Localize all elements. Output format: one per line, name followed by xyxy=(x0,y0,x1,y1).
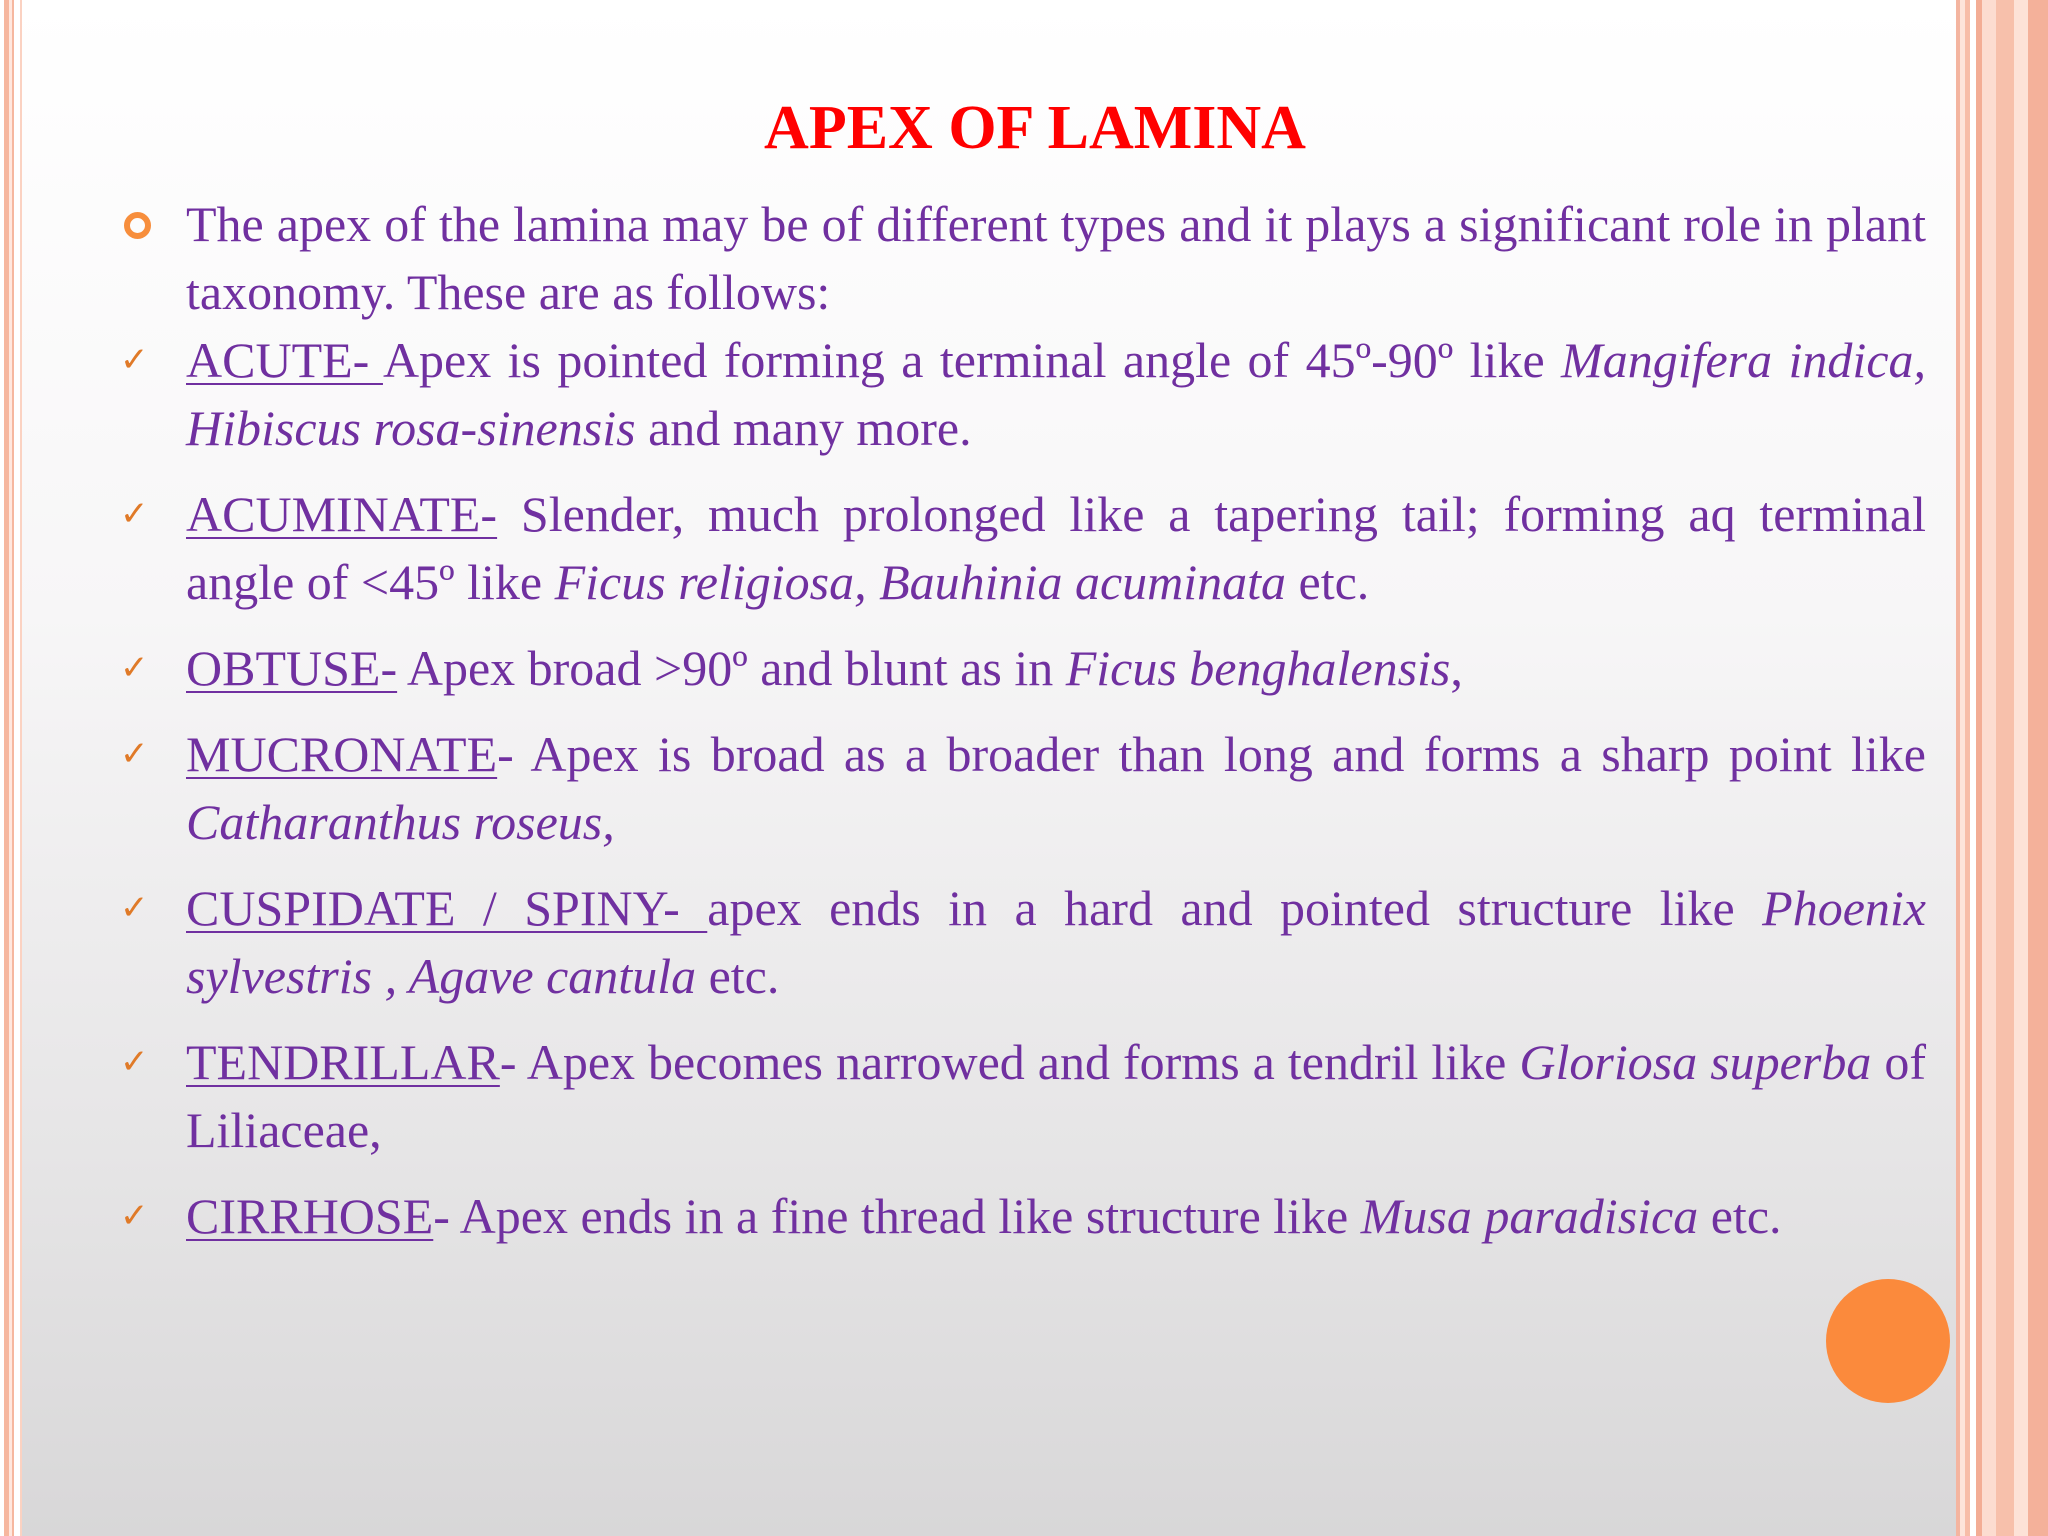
intro-paragraph xyxy=(186,190,1926,326)
description-text: Apex is pointed forming a terminal angle of 45º-90º like xyxy=(382,332,1562,388)
description-text: Apex broad >90º and blunt as in xyxy=(397,640,1066,696)
apex-type-term: MUCRONATE xyxy=(186,726,498,782)
intro-text: The apex of the lamina may be of different types and it plays a significant role in plant taxonomy. These are as follows: xyxy=(186,196,1926,320)
scientific-name: Ficus benghalensis xyxy=(1065,640,1451,696)
list-item xyxy=(120,1028,1926,1164)
description-text: and many more. xyxy=(635,400,972,456)
checkmark-icon: ✓ xyxy=(120,340,149,380)
list-item xyxy=(120,326,1927,462)
apex-type-term: CUSPIDATE / SPINY- xyxy=(186,880,708,936)
description-text: - Apex becomes narrowed and forms a tendril like xyxy=(499,1034,1520,1090)
list-item xyxy=(120,634,1926,702)
checkmark-icon: ✓ xyxy=(120,888,149,928)
description-text: etc. xyxy=(1286,554,1370,610)
checkmark-icon: ✓ xyxy=(120,1042,149,1082)
scientific-name: Musa paradisica xyxy=(1360,1188,1699,1244)
checkmark-icon: ✓ xyxy=(120,648,149,688)
apex-type-term: OBTUSE- xyxy=(186,640,398,696)
slide-title: APEX OF LAMINA xyxy=(764,94,1306,162)
slide-body xyxy=(120,190,1927,1250)
list-item xyxy=(120,1182,1926,1250)
checkmark-icon: ✓ xyxy=(120,1196,149,1236)
description-text: etc. xyxy=(696,948,780,1004)
apex-type-term: ACUMINATE- xyxy=(186,486,498,542)
right-decorative-border xyxy=(1956,0,2048,1536)
left-decorative-border xyxy=(0,0,30,1536)
scientific-name: Mangifera indica, Hibiscus rosa-sinensis xyxy=(186,332,1927,456)
scientific-name: Gloriosa superba xyxy=(1519,1034,1872,1090)
list-item xyxy=(120,720,1926,856)
apex-type-term: CIRRHOSE xyxy=(186,1188,434,1244)
description-text: - Apex is broad as a broader than long and forms a sharp point like xyxy=(497,726,1926,782)
checkmark-icon: ✓ xyxy=(120,734,149,774)
apex-type-term: TENDRILLAR xyxy=(186,1034,500,1090)
scientific-name: Catharanthus roseus, xyxy=(186,794,615,850)
orange-circle-decoration xyxy=(1826,1279,1950,1403)
description-text: , xyxy=(1450,640,1463,696)
checkmark-icon: ✓ xyxy=(120,494,149,534)
apex-type-list xyxy=(120,326,1927,1250)
list-item xyxy=(120,480,1926,616)
apex-type-term: ACUTE- xyxy=(186,332,383,388)
list-item xyxy=(120,874,1926,1010)
scientific-name: Phoenix sylvestris , Agave cantula xyxy=(186,880,1926,1004)
description-text: apex ends in a hard and pointed structure like xyxy=(707,880,1763,936)
description-text: - Apex ends in a fine thread like structure like xyxy=(433,1188,1361,1244)
description-text: Slender, much prolonged like a tapering tail; forming aq terminal angle of <45º like xyxy=(186,486,1926,610)
description-text: of Liliaceae, xyxy=(186,1034,1926,1158)
scientific-name: Ficus religiosa, Bauhinia acuminata xyxy=(554,554,1287,610)
ring-bullet-icon xyxy=(124,212,151,239)
description-text: etc. xyxy=(1698,1188,1782,1244)
